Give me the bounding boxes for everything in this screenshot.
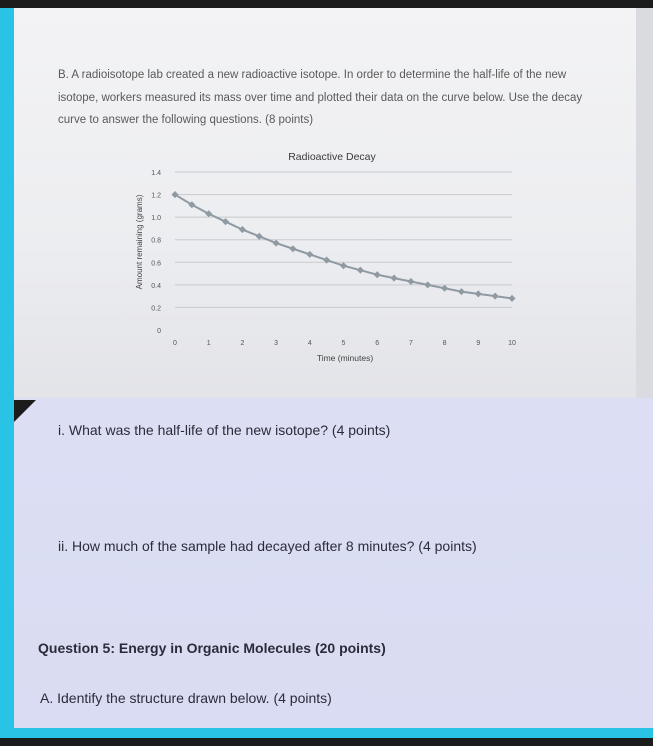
- x-tick-label: 3: [274, 340, 279, 347]
- data-point: [374, 271, 381, 278]
- x-tick-label: 2: [240, 340, 245, 347]
- data-point: [239, 226, 246, 233]
- data-point: [222, 218, 229, 225]
- y-tick-label: 0: [157, 328, 161, 335]
- data-point: [289, 245, 296, 252]
- chart-gridlines: [175, 172, 512, 307]
- screen-frame-left: [0, 8, 14, 738]
- y-tick-label: 0.4: [151, 282, 161, 290]
- data-point: [306, 251, 313, 258]
- x-tick-label: 7: [408, 340, 413, 347]
- data-point: [391, 275, 398, 282]
- y-tick-label: 1.2: [151, 192, 161, 200]
- worksheet-page-bottom: [14, 398, 653, 728]
- page-fold-corner: [14, 400, 36, 422]
- x-tick-label: 4: [307, 340, 312, 347]
- data-point: [475, 290, 482, 297]
- data-point: [340, 262, 347, 269]
- decay-curve-line: [175, 195, 512, 299]
- x-tick-label: 10: [508, 340, 516, 347]
- x-tick-label: 8: [442, 340, 447, 347]
- data-point: [407, 278, 414, 285]
- data-point: [357, 267, 364, 274]
- chart-y-axis-label: Amount remaining (grams): [135, 194, 144, 290]
- screen-frame-bottom: [0, 728, 653, 738]
- y-tick-label: 0.6: [151, 260, 161, 268]
- data-point: [424, 281, 431, 288]
- chart-x-axis-label: Time (minutes): [316, 353, 374, 363]
- x-tick-label: 6: [375, 340, 380, 347]
- data-point: [205, 210, 212, 217]
- chart-y-tick-labels: [151, 170, 161, 335]
- question-5a: A. Identify the structure drawn below. (4 points): [40, 690, 332, 706]
- data-point: [492, 293, 499, 300]
- y-tick-label: 0.8: [151, 237, 161, 245]
- background-page-edge: [636, 8, 653, 408]
- y-tick-label: 0.2: [151, 305, 161, 313]
- y-tick-label: 1.0: [151, 215, 161, 223]
- data-point: [256, 233, 263, 240]
- question-half-life: i. What was the half-life of the new isotope? (4 points): [58, 422, 391, 438]
- x-tick-label: 1: [206, 340, 211, 347]
- question-intro-text: B. A radioisotope lab created a new radioactive isotope. In order to determine the half-life of the new isotope, workers measured its mass over time and plotted their data on the curve below. Use the decay curve to answer the following questions. (8 points): [58, 69, 583, 126]
- data-point: [273, 240, 280, 247]
- x-tick-label: 9: [476, 340, 481, 347]
- data-point: [441, 285, 448, 292]
- question-decayed-amount: ii. How much of the sample had decayed after 8 minutes? (4 points): [58, 538, 477, 554]
- x-tick-label: 5: [341, 340, 346, 347]
- question-5-heading: Question 5: Energy in Organic Molecules (20 points): [38, 640, 386, 656]
- chart-x-tick-labels: [173, 340, 516, 347]
- x-tick-label: 0: [173, 340, 177, 347]
- chart-title: Radioactive Decay: [288, 151, 376, 163]
- data-point: [458, 288, 465, 295]
- y-tick-label: 1.4: [151, 170, 161, 177]
- radioactive-decay-chart: [120, 140, 530, 370]
- data-point: [508, 295, 515, 302]
